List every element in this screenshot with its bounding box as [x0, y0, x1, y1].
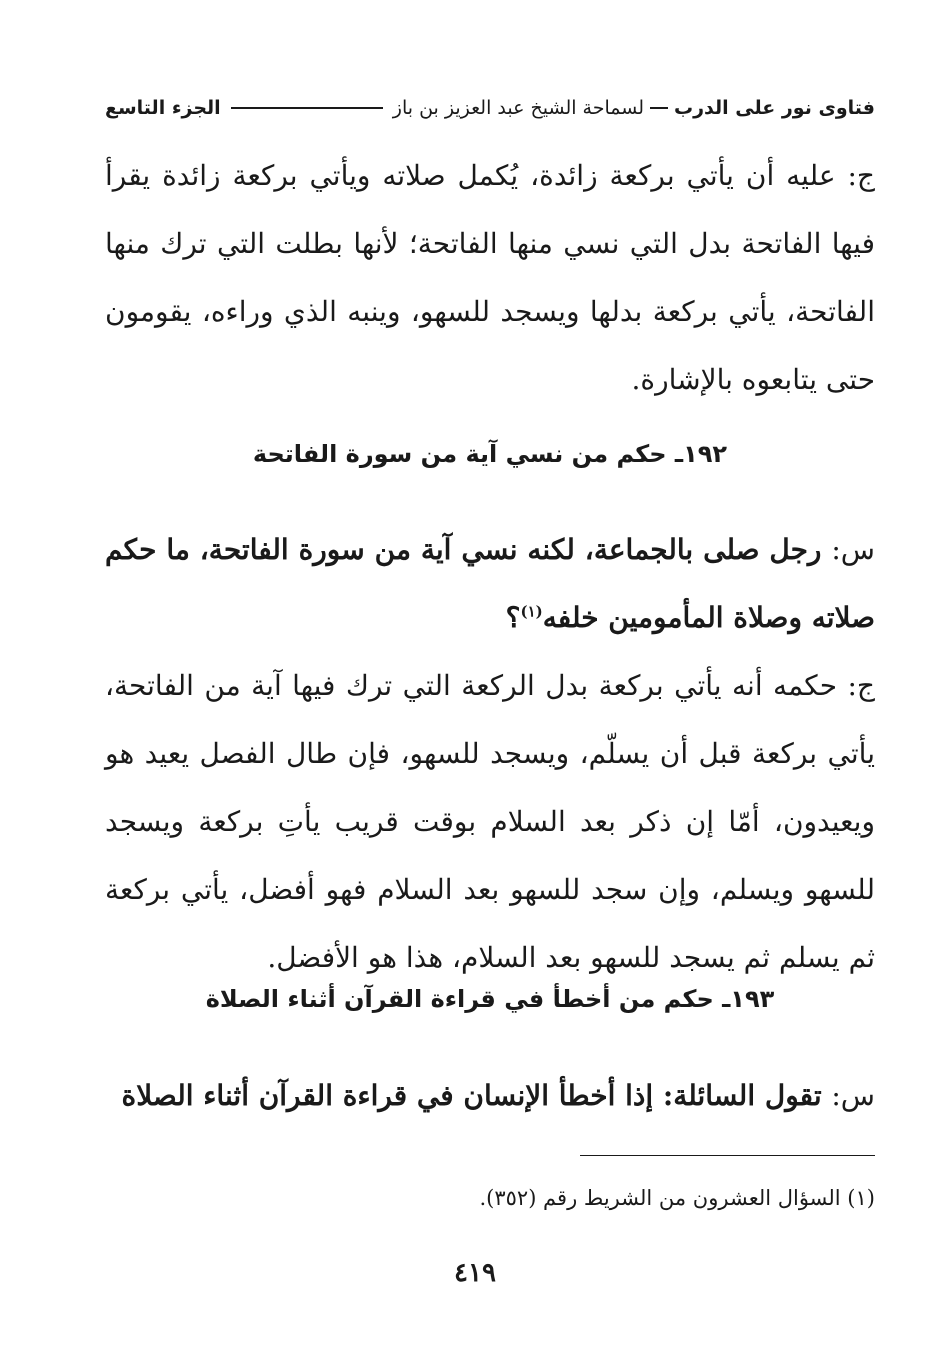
section-192-answer: ج: حكمه أنه يأتي بركعة بدل الركعة التي ترك فيها آية من الفاتحة، يأتي بركعة قبل أن يسلّم، ويسجد للسهو، فإن طال الفصل يعيد هو ويعيدون، أمّا إن ذكر بعد السلام بوقت قريب يأتِ بركعة ويسجد للسهو ويسلم، وإن سجد للسهو بعد السلام فهو أفضل، يأتي بركعة ثم يسلم ثم يسجد للسهو بعد السلام، هذا هو الأفضل.: [105, 669, 875, 974]
section-193-question-block: [105, 1062, 875, 1130]
footnote: (١) السؤال العشرون من الشريط رقم (٣٥٢).: [479, 1186, 875, 1210]
section-193-heading-block: [105, 985, 875, 1013]
section-193-heading: ١٩٣ـ حكم من أخطأ في قراءة القرآن أثناء الصلاة: [205, 985, 775, 1013]
section-192-heading-block: [105, 440, 875, 468]
previous-answer-block: [105, 142, 875, 414]
section-192-answer-block: [105, 652, 875, 992]
question-mark: ؟: [505, 601, 521, 634]
question-label: س:: [831, 1079, 875, 1112]
header-volume: الجزء التاسع: [105, 97, 221, 119]
question-text: تقول السائلة: إذا أخطأ الإنسان في قراءة القرآن أثناء الصلاة: [121, 1079, 822, 1112]
question-text: رجل صلى بالجماعة، لكنه نسي آية من سورة الفاتحة، ما حكم صلاته وصلاة المأمومين خلفه: [105, 533, 875, 634]
footnote-ref: (١): [520, 602, 543, 621]
header-book-title: فتاوى نور على الدرب: [674, 97, 875, 119]
section-192-question-block: [105, 516, 875, 652]
section-192-question: [105, 516, 875, 652]
previous-answer-text: ج: عليه أن يأتي بركعة زائدة، يُكمل صلاته ويأتي بركعة زائدة يقرأ فيها الفاتحة بدل التي نسي منها الفاتحة؛ لأنها بطلت التي ترك منها الفاتحة، يأتي بركعة بدلها ويسجد للسهو، وينبه الذي وراءه، يقومون حتى يتابعوه بالإشارة.: [105, 159, 875, 396]
section-192-heading: ١٩٢ـ حكم من نسي آية من سورة الفاتحة: [252, 440, 728, 468]
page-number: ٤١٩: [454, 1258, 496, 1288]
footnote-divider: [580, 1155, 875, 1156]
running-header: [105, 88, 875, 128]
question-label: س:: [831, 533, 875, 566]
header-rule: [231, 107, 383, 109]
section-193-question: [105, 1062, 875, 1130]
header-author: لسماحة الشيخ عبد العزيز بن باز: [392, 97, 644, 119]
header-separator: [650, 107, 668, 109]
